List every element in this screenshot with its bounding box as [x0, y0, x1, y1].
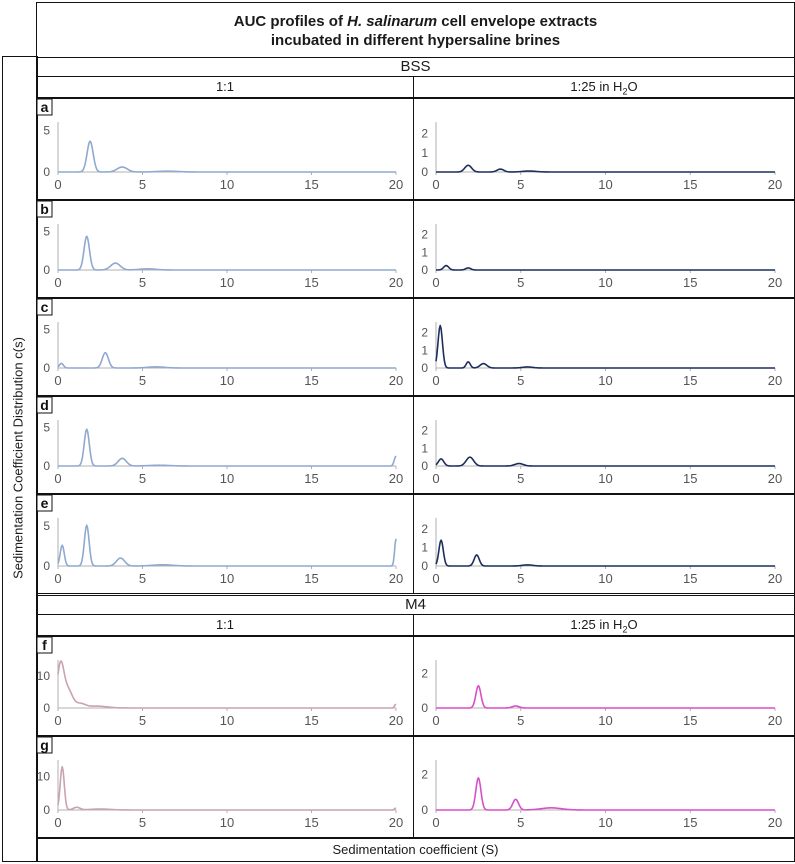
- y-tick-label-c-left-5: 5: [43, 322, 50, 337]
- x-tick-label-g-left-15: 15: [304, 815, 319, 830]
- series-line-c-right: [436, 326, 775, 368]
- x-tick-label-a-right-0: 0: [432, 177, 440, 192]
- x-tick-label-d-left-10: 10: [219, 471, 235, 486]
- y-tick-label-g-left-0: 0: [43, 803, 50, 817]
- x-tick-label-e-right-20: 20: [767, 571, 783, 586]
- series-line-b-right: [436, 266, 775, 270]
- x-tick-label-g-left-0: 0: [54, 815, 62, 830]
- m4-col-label-right-sub: 2: [622, 624, 628, 635]
- x-tick-label-d-right-0: 0: [432, 471, 440, 486]
- x-tick-label-f-left-5: 5: [138, 713, 147, 728]
- x-tick-label-a-right-20: 20: [767, 177, 783, 192]
- x-axis-label: Sedimentation coefficient (S): [332, 842, 499, 857]
- x-tick-label-c-left-15: 15: [304, 373, 319, 388]
- y-tick-label-c-right-2: 2: [421, 325, 428, 340]
- m4-col-label-right-main: 1:25 in H: [570, 617, 623, 632]
- y-tick-label-g-right-0: 0: [421, 803, 428, 817]
- x-tick-label-g-right-20: 20: [767, 815, 783, 830]
- x-tick-label-c-left-20: 20: [388, 373, 404, 388]
- x-tick-label-d-left-15: 15: [304, 471, 319, 486]
- y-tick-label-b-right-1: 1: [421, 245, 428, 260]
- panel-letter-b: b: [40, 201, 49, 217]
- x-tick-label-e-left-15: 15: [304, 571, 319, 586]
- bss-col-label-left: 1:1: [215, 79, 235, 94]
- x-tick-label-b-left-0: 0: [54, 275, 62, 290]
- x-tick-label-e-right-5: 5: [517, 571, 525, 586]
- x-tick-label-a-left-20: 20: [388, 177, 404, 192]
- series-line-g-left: [58, 767, 396, 810]
- y-tick-label-f-left-0: 0: [43, 701, 50, 715]
- y-tick-label-c-right-0: 0: [421, 361, 428, 375]
- title-line2: incubated in different hypersaline brines: [270, 32, 561, 49]
- x-tick-label-f-right-5: 5: [517, 713, 525, 728]
- x-tick-label-b-right-10: 10: [598, 275, 613, 290]
- y-tick-label-f-right-2: 2: [421, 666, 428, 681]
- y-tick-label-b-right-0: 0: [421, 263, 428, 277]
- series-line-c-left: [58, 353, 396, 368]
- x-tick-label-b-right-0: 0: [432, 275, 440, 290]
- x-tick-label-a-left-0: 0: [54, 177, 62, 192]
- y-tick-label-e-left-5: 5: [43, 519, 50, 533]
- x-tick-label-e-right-10: 10: [598, 571, 613, 586]
- y-tick-label-f-left-10: 10: [36, 669, 50, 683]
- x-tick-label-g-right-5: 5: [517, 815, 525, 830]
- y-tick-label-c-right-1: 1: [421, 343, 428, 358]
- x-tick-label-d-right-20: 20: [767, 471, 783, 486]
- y-tick-label-b-left-0: 0: [43, 263, 50, 277]
- x-tick-label-c-right-20: 20: [767, 373, 783, 388]
- x-tick-label-d-left-0: 0: [54, 471, 62, 486]
- x-tick-label-d-left-20: 20: [388, 471, 404, 486]
- x-tick-label-d-right-10: 10: [598, 471, 613, 486]
- series-line-a-right: [436, 165, 775, 172]
- y-tick-label-b-left-5: 5: [43, 224, 50, 239]
- x-tick-label-a-left-15: 15: [304, 177, 319, 192]
- x-tick-label-c-right-10: 10: [598, 373, 613, 388]
- section-label-bss: BSS: [400, 58, 431, 75]
- x-tick-label-b-left-20: 20: [388, 275, 404, 290]
- x-tick-label-f-right-15: 15: [683, 713, 698, 728]
- y-tick-label-d-right-1: 1: [421, 441, 428, 456]
- y-tick-label-e-right-1: 1: [421, 540, 428, 555]
- x-tick-label-f-left-15: 15: [304, 713, 319, 728]
- x-tick-label-g-left-10: 10: [219, 815, 235, 830]
- series-line-d-right: [436, 457, 775, 466]
- m4-col-label-left: 1:1: [215, 617, 235, 632]
- panel-letter-a: a: [40, 99, 49, 115]
- x-tick-label-b-left-5: 5: [138, 275, 147, 290]
- x-tick-label-g-right-10: 10: [598, 815, 613, 830]
- bss-col-label-right-sub: 2: [622, 86, 628, 97]
- x-tick-label-a-right-15: 15: [683, 177, 698, 192]
- y-tick-label-a-left-5: 5: [43, 123, 50, 138]
- x-tick-label-g-right-15: 15: [683, 815, 698, 830]
- x-tick-label-c-left-10: 10: [219, 373, 235, 388]
- series-line-d-left: [58, 429, 396, 466]
- y-tick-label-e-right-0: 0: [421, 559, 428, 573]
- x-tick-label-g-right-0: 0: [432, 815, 440, 830]
- x-tick-label-f-left-20: 20: [388, 713, 404, 728]
- x-tick-label-c-left-0: 0: [54, 373, 62, 388]
- x-tick-label-b-left-10: 10: [219, 275, 235, 290]
- y-tick-label-d-left-5: 5: [43, 420, 50, 435]
- series-line-f-right: [436, 686, 775, 708]
- y-tick-label-b-right-2: 2: [421, 227, 428, 242]
- x-tick-label-b-right-15: 15: [683, 275, 698, 290]
- series-line-e-right: [436, 540, 775, 566]
- x-tick-label-c-left-5: 5: [138, 373, 147, 388]
- y-tick-label-d-right-2: 2: [421, 423, 428, 438]
- y-tick-label-f-right-0: 0: [421, 701, 428, 715]
- y-tick-label-e-right-2: 2: [421, 522, 428, 537]
- y-tick-label-d-left-0: 0: [43, 459, 50, 473]
- panel-letter-d: d: [40, 397, 49, 413]
- x-tick-label-e-right-0: 0: [432, 571, 440, 586]
- y-tick-label-a-left-0: 0: [43, 165, 50, 179]
- bss-col-label-right-main: 1:25 in H: [570, 79, 623, 94]
- y-tick-label-d-right-0: 0: [421, 459, 428, 473]
- series-line-g-right: [436, 778, 775, 810]
- x-tick-label-e-left-0: 0: [54, 571, 62, 586]
- x-tick-label-c-right-0: 0: [432, 373, 440, 388]
- x-tick-label-b-right-5: 5: [517, 275, 525, 290]
- series-line-b-left: [58, 236, 396, 270]
- title-organism: H. salinarum: [347, 13, 438, 30]
- x-tick-label-a-left-10: 10: [219, 177, 235, 192]
- y-tick-label-e-left-0: 0: [43, 559, 50, 573]
- x-tick-label-g-left-5: 5: [138, 815, 147, 830]
- m4-col-label-right-tail: O: [627, 617, 638, 632]
- x-tick-label-c-right-15: 15: [683, 373, 698, 388]
- x-tick-label-d-left-5: 5: [138, 471, 147, 486]
- series-line-a-left: [58, 141, 396, 172]
- x-tick-label-f-left-0: 0: [54, 713, 62, 728]
- x-tick-label-f-right-10: 10: [598, 713, 613, 728]
- series-line-f-left: [58, 661, 396, 708]
- section-label-m4: M4: [405, 596, 426, 613]
- y-tick-label-a-right-0: 0: [421, 165, 428, 179]
- x-tick-label-a-right-10: 10: [598, 177, 613, 192]
- x-tick-label-g-left-20: 20: [388, 815, 404, 830]
- y-tick-label-a-right-1: 1: [421, 145, 428, 160]
- title-line1-prefix: AUC profiles of: [233, 13, 348, 30]
- series-line-e-left: [58, 525, 396, 566]
- x-tick-label-f-right-20: 20: [767, 713, 783, 728]
- panel-letter-g: g: [40, 737, 49, 753]
- panel-letter-c: c: [40, 299, 49, 315]
- x-tick-label-d-right-15: 15: [683, 471, 698, 486]
- x-tick-label-e-left-5: 5: [138, 571, 147, 586]
- x-tick-label-f-left-10: 10: [219, 713, 235, 728]
- x-tick-label-e-right-15: 15: [683, 571, 698, 586]
- y-tick-label-g-left-10: 10: [36, 769, 50, 784]
- x-tick-label-c-right-5: 5: [517, 373, 525, 388]
- x-tick-label-e-left-10: 10: [219, 571, 235, 586]
- bss-col-label-right-tail: O: [627, 79, 638, 94]
- title-line1-suffix: cell envelope extracts: [437, 13, 598, 30]
- y-tick-label-a-right-2: 2: [421, 126, 428, 141]
- x-tick-label-b-left-15: 15: [304, 275, 319, 290]
- x-tick-label-a-right-5: 5: [517, 177, 525, 192]
- x-tick-label-a-left-5: 5: [138, 177, 147, 192]
- y-tick-label-g-right-2: 2: [421, 767, 428, 782]
- x-tick-label-b-right-20: 20: [767, 275, 783, 290]
- y-axis-label: Sedimentation Coefficient Distribution c(s): [10, 337, 26, 579]
- x-tick-label-e-left-20: 20: [388, 571, 404, 586]
- panel-letter-e: e: [40, 495, 49, 511]
- y-tick-label-c-left-0: 0: [43, 361, 50, 375]
- x-tick-label-d-right-5: 5: [517, 471, 525, 486]
- x-tick-label-f-right-0: 0: [432, 713, 440, 728]
- panel-letter-f: f: [42, 637, 47, 653]
